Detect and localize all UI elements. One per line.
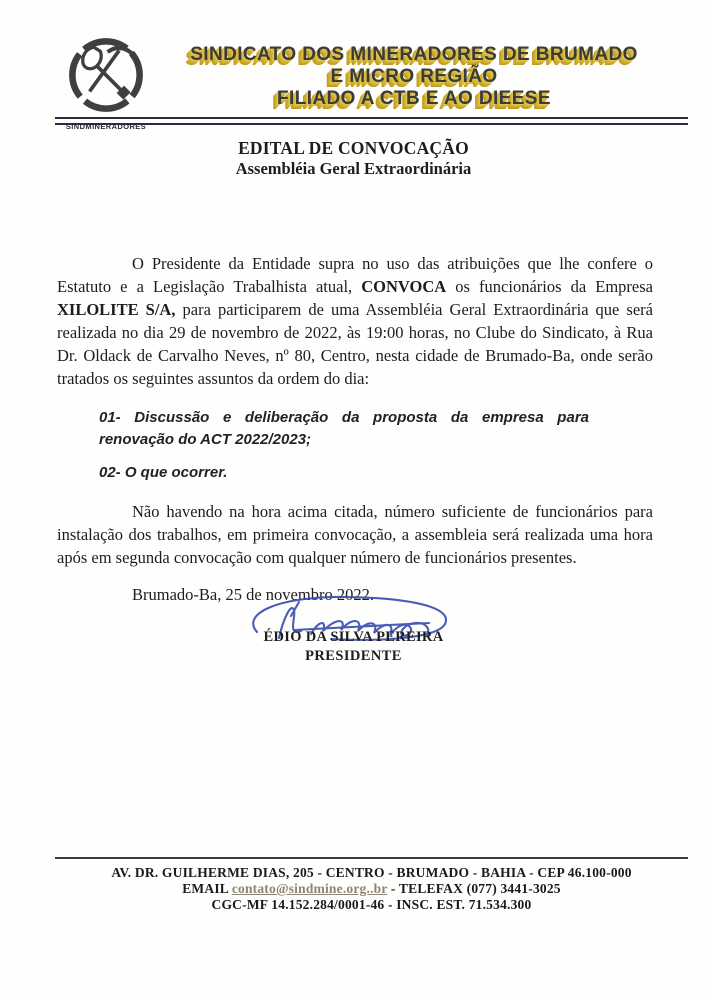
header-divider [55, 117, 688, 125]
agenda-item-1: 01- Discussão e deliberação da proposta da empresa para renovação do ACT 2022/2023; [99, 409, 589, 448]
date-line: Brumado-Ba, 25 de novembro 2022. [132, 585, 374, 604]
pickaxe-shovel-logo-icon [64, 34, 148, 116]
signer-name: ÉDIO DA SILVA PEREIRA [263, 629, 444, 645]
footer-address: AV. DR. GUILHERME DIAS, 205 - CENTRO - BRUMADO - BAHIA - CEP 46.100-000 [111, 865, 632, 880]
paragraph-quorum: Não havendo na hora acima citada, número suficiente de funcionários para instalação dos trabalhos, em primeira convocação, a assembleia será realizada uma hora após em segunda convocação com qualquer número de funcionários presentes. [57, 502, 653, 567]
document-title: EDITAL DE CONVOCAÇÃO [238, 138, 469, 158]
org-title-line1: SINDICATO DOS MINERADORES DE BRUMADO [190, 44, 638, 65]
email-link[interactable]: contato@sindmine.org..br [231, 881, 388, 896]
footer-registration: CGC-MF 14.152.284/0001-46 - INSC. EST. 71.534.300 [211, 897, 532, 912]
org-title-line2: E MICRO REGIÃO [330, 66, 498, 87]
agenda-list [99, 407, 589, 484]
footer-email-label: EMAIL [182, 881, 232, 896]
footer-divider [55, 857, 688, 859]
document-body [57, 252, 653, 606]
footer-contact [55, 881, 688, 897]
footer-telefax: - TELEFAX (077) 3441-3025 [387, 881, 561, 896]
org-title-line3: FILIADO A CTB E AO DIEESE [277, 88, 551, 109]
signature-block [0, 590, 707, 665]
logo-caption: SINDMINERADORES [65, 122, 147, 131]
org-title [146, 44, 682, 110]
signer-role: PRESIDENTE [305, 648, 402, 664]
paragraph-convocation: O Presidente da Entidade supra no uso das atribuições que lhe confere o Estatuto e a Legislação Trabalhista atual, CONVOCA os funcionários da Empresa XILOLITE S/A, para participarem de uma Assembléia Geral Extraordinária que será realizada no dia 29 de novembro de 2022, às 19:00 horas, no Clube do Sindicato, à Rua Dr. Oldack de Carvalho Neves, nº 80, Centro, nesta cidade de Brumado-Ba, onde serão tratados os seguintes assuntos da ordem do dia: [57, 254, 653, 388]
document-subtitle: Assembléia Geral Extraordinária [235, 159, 472, 178]
agenda-item-2: 02- O que ocorrer. [99, 464, 228, 481]
footer [55, 857, 688, 913]
